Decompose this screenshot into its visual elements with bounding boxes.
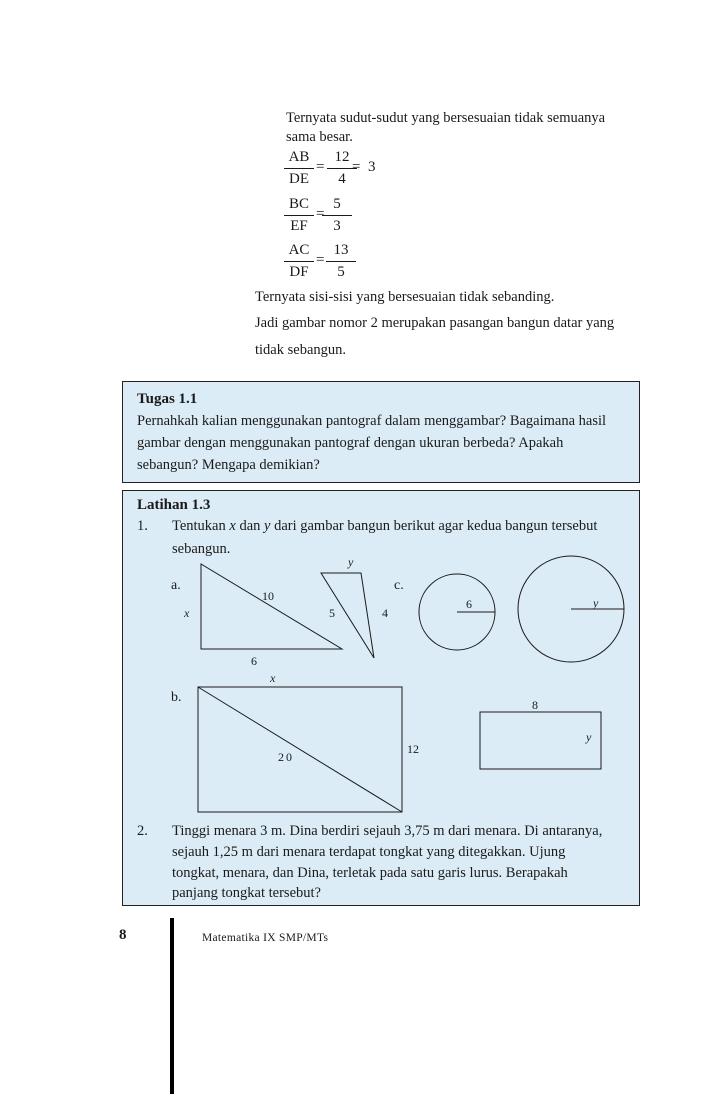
question-text-part: Tentukan [172, 518, 230, 534]
fraction-bc-ef [284, 195, 314, 236]
tugas-title: Tugas 1.1 [137, 391, 198, 407]
text-line: Jadi gambar nomor 2 merupakan pasangan bangun datar yang [255, 315, 615, 331]
fraction-result: 3 [368, 159, 376, 175]
fraction-bar [284, 215, 314, 216]
tugas-body: Pernahkah kalian menggunakan pantograf dalam menggambar? Bagaimana hasil gambar dengan menggunakan pantograf dengan ukuran berbeda? Apakah sebangun? Mengapa demikian? [137, 413, 607, 473]
question-2-text: panjang tongkat tersebut? [172, 885, 321, 901]
numerator: BC [288, 196, 309, 212]
figure-label-a: a. [171, 578, 181, 593]
denominator: 4 [338, 171, 346, 187]
fraction-bar [284, 261, 314, 262]
question-1-text-cont: sebangun. [172, 541, 231, 557]
tugas-box [122, 381, 640, 483]
numerator: 13 [333, 242, 349, 258]
numerator: 5 [333, 196, 341, 212]
question-number: 2. [137, 823, 148, 839]
label-circle-6: 6 [466, 597, 472, 611]
figure-label-b: b. [171, 690, 182, 705]
label-6: 6 [251, 654, 257, 668]
equals-sign: = [316, 159, 325, 175]
numerator: AC [288, 242, 310, 258]
question-2-text: tongkat, menara, dan Dina, terletak pada satu garis lurus. Berapakah [172, 865, 568, 881]
question-number: 1. [137, 518, 148, 534]
fraction-bar [322, 215, 352, 216]
page-number: 8 [119, 927, 127, 943]
label-20: 20 [278, 750, 294, 764]
latihan-title: Latihan 1.3 [137, 497, 211, 513]
equals-sign: = [316, 252, 325, 268]
label-5: 5 [329, 606, 335, 620]
variable-x: x [229, 518, 236, 534]
fraction-5-3 [322, 195, 352, 236]
denominator: DE [289, 171, 309, 187]
label-rect-x: x [270, 671, 276, 685]
question-2-text: sejauh 1,25 m dari menara terdapat tongkat yang ditegakkan. Ujung [172, 844, 566, 860]
label-10: 10 [262, 589, 274, 603]
denominator: DF [289, 264, 309, 280]
label-4: 4 [382, 606, 388, 620]
variable-y: y [264, 518, 271, 534]
denominator: 5 [337, 264, 345, 280]
denominator: EF [290, 218, 308, 234]
label-circle-y: y [593, 596, 599, 610]
figure-label-c: c. [394, 578, 404, 593]
text-line: Ternyata sudut-sudut yang bersesuaian tidak semuanya [286, 110, 606, 126]
question-2-text: Tinggi menara 3 m. Dina berdiri sejauh 3,75 m dari menara. Di antaranya, [172, 823, 603, 839]
fraction-ab-de [284, 148, 314, 189]
equals-sign: = [352, 159, 361, 175]
question-text-part: dan [235, 518, 264, 534]
numerator: 12 [334, 149, 350, 165]
label-x: x [184, 606, 190, 620]
rectangle-small [480, 712, 601, 769]
label-rect-y: y [586, 730, 592, 744]
label-8: 8 [532, 698, 538, 712]
latihan-box [122, 490, 640, 906]
numerator: AB [288, 149, 310, 165]
fraction-ac-df [284, 241, 314, 282]
text-line: tidak sebangun. [255, 342, 347, 358]
question-text-part: dari gambar bangun berikut agar kedua bangun tersebut [270, 518, 598, 534]
triangle-large [201, 564, 342, 649]
footer-divider [170, 918, 174, 1094]
book-title: Matematika IX SMP/MTs [202, 932, 329, 944]
denominator: 3 [333, 218, 341, 234]
fraction-13-5 [326, 241, 356, 282]
fraction-bar [326, 261, 356, 262]
equals-sign: = [316, 206, 325, 222]
label-y: y [348, 555, 354, 569]
text-line: sama besar. [286, 129, 353, 145]
fraction-bar [284, 168, 314, 169]
label-12: 12 [407, 742, 419, 756]
rectangle-diagonal [198, 687, 402, 812]
text-line: Ternyata sisi-sisi yang bersesuaian tidak sebanding. [255, 289, 555, 305]
